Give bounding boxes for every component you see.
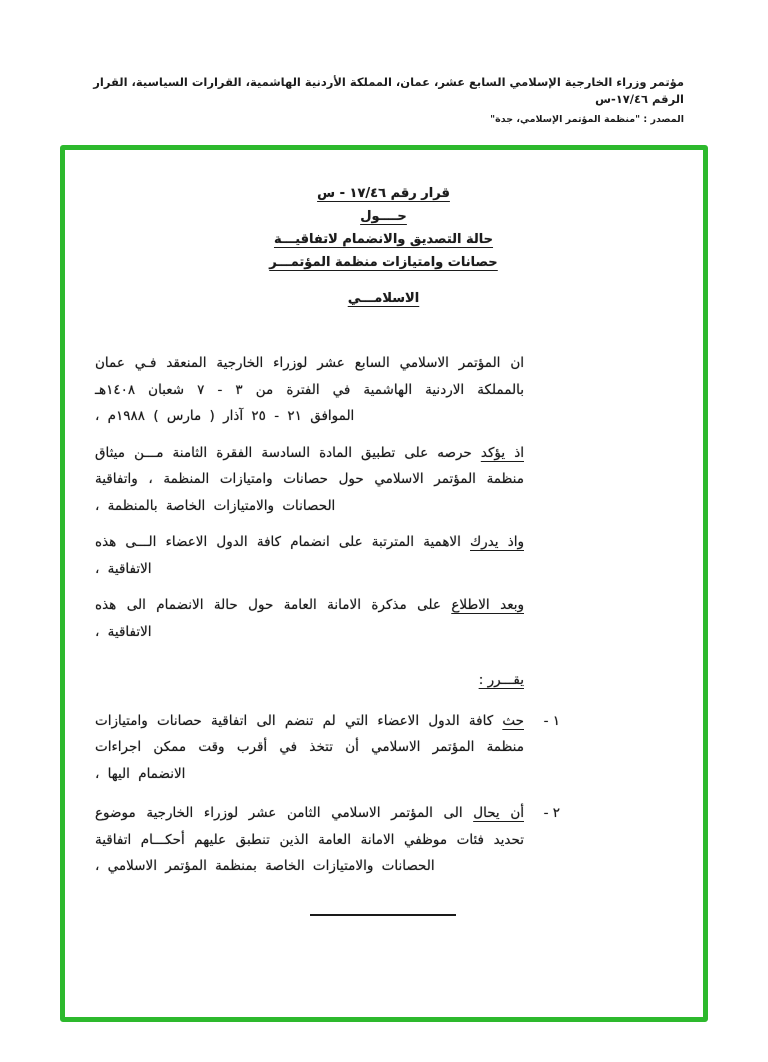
preamble-paragraph-1 — [95, 350, 524, 430]
title-subject-1-text: حالة التصديق والانضمام لاتفاقيـــة — [273, 232, 494, 247]
decision-label — [95, 667, 524, 694]
preamble-paragraph-3 — [95, 529, 524, 582]
paragraph-lead: واذ يدرك — [470, 534, 524, 550]
item-text — [95, 708, 524, 788]
scanned-document-page — [95, 150, 560, 916]
resolution-title-block — [151, 182, 616, 310]
header-source: المصدر : "منظمة المؤتمر الإسلامي، جدة" — [490, 114, 684, 126]
page-header — [84, 74, 684, 125]
title-line-subject-1 — [151, 228, 616, 251]
item-number: ٢ - — [543, 805, 560, 821]
decision-label-text: يقـــرر : — [478, 672, 524, 688]
scanned-document-frame — [60, 145, 708, 1022]
paragraph-text: ان المؤتمر الاسلامي السابع عشر لوزراء الخارجية المنعقد فـي عمان بالمملكة الاردنية الهاشمية في الفترة من ٣ - ٧ شعبان ١٤٠٨هـ الموافق ٢١ - ٢٥ آذار ( مارس ) ١٩٨٨م ، — [95, 355, 524, 424]
paragraph-lead: اذ يؤكد — [480, 444, 524, 461]
item-body-text: كافة الدول الاعضاء التي لم تنضم الى اتفاقية حصانات وامتيازات منظمة المؤتمر الاسلامي أن تتخذ في أقرب وقت ممكن اجراءات الانضمام اليها ، — [95, 712, 524, 782]
item-number: ١ - — [543, 712, 560, 729]
title-line-islamic — [151, 287, 616, 310]
title-line-about — [151, 205, 616, 228]
paragraph-lead: وبعد الاطلاع — [451, 597, 524, 613]
title-about-text: حــــول — [360, 209, 407, 224]
resolution-item-2 — [95, 800, 560, 880]
item-lead: حث — [502, 712, 524, 729]
header-citation: مؤتمر وزراء الخارجية الإسلامي السابع عشر، عمان، المملكة الأردنية الهاشمية، القرارات السياسية، القرار الرقم ١٧/٤٦-س — [93, 75, 684, 106]
preamble-paragraph-2 — [95, 440, 524, 520]
paragraph-text: حرصه على تطبيق المادة السادسة الفقرة الثامنة مـــن ميثاق منظمة المؤتمر الاسلامي حول حصانات وامتيازات المنظمة ، واتفاقية الحصانات والامتيازات الخاصة بالمنظمة ، — [95, 444, 524, 514]
paragraph-text: على مذكرة الامانة العامة حول حالة الانضمام الى هذه الاتفاقية ، — [95, 597, 441, 640]
title-subject-2-text: حصانات وامتيازات منظمة المؤتمـــر — [269, 255, 498, 270]
title-line-subject-2 — [151, 251, 616, 274]
resolution-item-1 — [95, 708, 560, 788]
item-body-text: الى المؤتمر الاسلامي الثامن عشر لوزراء الخارجية موضوع تحديد فئات موظفي الامانة العامة الذين تنطبق عليهم أحكـــام اتفاقية الحصانات والامتيازات الخاصة بمنظمة المؤتمر الاسلامي ، — [95, 805, 524, 874]
resolution-body — [95, 350, 560, 916]
item-lead: أن يحال — [473, 805, 524, 821]
signature-rule — [310, 914, 456, 916]
title-number-text: قرار رقم ١٧/٤٦ - س — [317, 186, 450, 201]
title-line-number — [151, 182, 616, 205]
item-text — [95, 800, 524, 880]
preamble-paragraph-4 — [95, 592, 524, 645]
title-islamic-text: الاسلامـــي — [347, 291, 420, 306]
resolution-items — [95, 708, 560, 880]
paragraph-text: الاهمية المترتبة على انضمام كافة الدول الاعضاء الـــى هذه الاتفاقية ، — [95, 534, 461, 577]
